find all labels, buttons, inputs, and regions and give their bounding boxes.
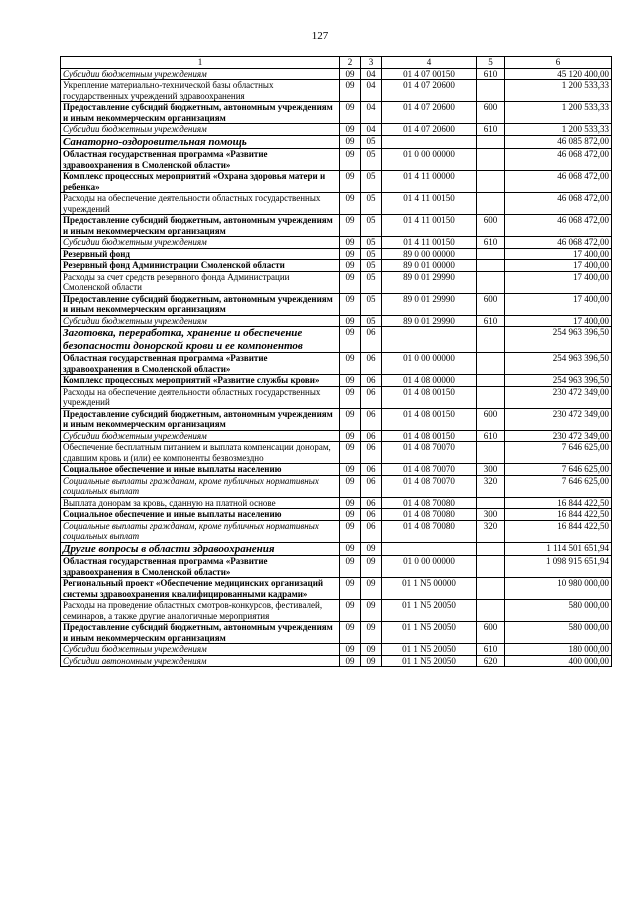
section-code-cell: 09: [340, 408, 361, 430]
amount-cell: 1 114 501 651,94: [505, 542, 612, 556]
table-row: [61, 193, 612, 215]
expense-type-cell: [477, 542, 505, 556]
target-article-cell: 01 1 N5 20050: [382, 644, 477, 656]
header-cell: 2: [340, 57, 361, 69]
item-name-cell: Субсидии бюджетным учреждениям: [61, 68, 340, 80]
subsection-code-cell: 05: [361, 237, 382, 249]
section-code-cell: 09: [340, 80, 361, 102]
section-code-cell: 09: [340, 386, 361, 408]
amount-cell: 230 472 349,00: [505, 386, 612, 408]
table-row: [61, 124, 612, 136]
target-article-cell: 89 0 01 29990: [382, 293, 477, 315]
expense-type-cell: 620: [477, 655, 505, 667]
section-code-cell: 09: [340, 248, 361, 260]
amount-cell: 230 472 349,00: [505, 408, 612, 430]
amount-cell: 1 098 915 651,94: [505, 556, 612, 578]
amount-cell: 16 844 422,50: [505, 520, 612, 542]
target-article-cell: [382, 542, 477, 556]
page-number: 127: [311, 30, 329, 42]
target-article-cell: 01 4 08 00150: [382, 386, 477, 408]
subsection-code-cell: 04: [361, 80, 382, 102]
item-name-cell: Предоставление субсидий бюджетным, автономным учреждениям и иным некоммерческим организациям: [61, 215, 340, 237]
section-code-cell: 09: [340, 327, 361, 353]
item-name-cell: Резервный фонд Администрации Смоленской области: [61, 260, 340, 272]
header-cell: 6: [505, 57, 612, 69]
item-name-cell: Социальные выплаты гражданам, кроме публичных нормативных социальных выплат: [61, 520, 340, 542]
table-row: [61, 542, 612, 556]
amount-cell: 7 646 625,00: [505, 464, 612, 476]
item-name-cell: Субсидии бюджетным учреждениям: [61, 644, 340, 656]
expense-type-cell: 320: [477, 475, 505, 497]
expense-type-cell: 320: [477, 520, 505, 542]
expense-type-cell: 610: [477, 237, 505, 249]
table-row: [61, 135, 612, 149]
expense-type-cell: [477, 327, 505, 353]
section-code-cell: 09: [340, 215, 361, 237]
amount-cell: 46 068 472,00: [505, 149, 612, 171]
item-name-cell: Социальное обеспечение и иные выплаты населению: [61, 464, 340, 476]
item-name-cell: Предоставление субсидий бюджетным, автономным учреждениям и иным некоммерческим организациям: [61, 622, 340, 644]
subsection-code-cell: 09: [361, 578, 382, 600]
expense-type-cell: 610: [477, 644, 505, 656]
table-row: [61, 293, 612, 315]
item-name-cell: Предоставление субсидий бюджетным, автономным учреждениям и иным некоммерческим организациям: [61, 408, 340, 430]
table-row: [61, 464, 612, 476]
section-code-cell: 09: [340, 475, 361, 497]
subsection-code-cell: 06: [361, 442, 382, 464]
item-name-cell: Субсидии бюджетным учреждениям: [61, 124, 340, 136]
item-name-cell: Предоставление субсидий бюджетным, автономным учреждениям и иным некоммерческим организациям: [61, 293, 340, 315]
target-article-cell: 01 1 N5 00000: [382, 578, 477, 600]
expense-type-cell: 610: [477, 430, 505, 442]
section-code-cell: 09: [340, 193, 361, 215]
subsection-code-cell: 05: [361, 315, 382, 327]
table-row: [61, 442, 612, 464]
target-article-cell: 01 4 07 20600: [382, 80, 477, 102]
table-row: [61, 509, 612, 521]
table-row: [61, 315, 612, 327]
section-code-cell: 09: [340, 542, 361, 556]
expense-type-cell: [477, 149, 505, 171]
item-name-cell: Областная государственная программа «Развитие здравоохранения в Смоленской области»: [61, 556, 340, 578]
target-article-cell: 01 4 11 00000: [382, 171, 477, 193]
section-code-cell: 09: [340, 600, 361, 622]
amount-cell: 7 646 625,00: [505, 442, 612, 464]
amount-cell: 254 963 396,50: [505, 375, 612, 387]
subsection-code-cell: 05: [361, 171, 382, 193]
target-article-cell: 89 0 01 00000: [382, 260, 477, 272]
item-name-cell: Обеспечение бесплатным питанием и выплата компенсации донорам, сдавшим кровь и (или) ее компоненты безвозмездно: [61, 442, 340, 464]
amount-cell: 180 000,00: [505, 644, 612, 656]
amount-cell: 17 400,00: [505, 260, 612, 272]
section-code-cell: 09: [340, 353, 361, 375]
expense-type-cell: 300: [477, 509, 505, 521]
expense-type-cell: [477, 80, 505, 102]
amount-cell: 46 068 472,00: [505, 237, 612, 249]
expense-type-cell: [477, 260, 505, 272]
item-name-cell: Субсидии бюджетным учреждениям: [61, 430, 340, 442]
target-article-cell: 01 1 N5 20050: [382, 655, 477, 667]
amount-cell: 17 400,00: [505, 293, 612, 315]
amount-cell: 16 844 422,50: [505, 497, 612, 509]
item-name-cell: Заготовка, переработка, хранение и обеспечение безопасности донорской крови и ее компонентов: [61, 327, 340, 353]
table-row: [61, 655, 612, 667]
subsection-code-cell: 05: [361, 260, 382, 272]
table-header-row: [61, 57, 612, 69]
table-row: [61, 327, 612, 353]
subsection-code-cell: 09: [361, 655, 382, 667]
subsection-code-cell: 05: [361, 248, 382, 260]
target-article-cell: 01 1 N5 20050: [382, 600, 477, 622]
section-code-cell: 09: [340, 520, 361, 542]
expense-type-cell: [477, 556, 505, 578]
amount-cell: 254 963 396,50: [505, 353, 612, 375]
target-article-cell: 01 0 00 00000: [382, 149, 477, 171]
item-name-cell: Расходы на обеспечение деятельности областных государственных учреждений: [61, 386, 340, 408]
subsection-code-cell: 06: [361, 327, 382, 353]
amount-cell: 1 200 533,33: [505, 124, 612, 136]
target-article-cell: 01 4 07 20600: [382, 124, 477, 136]
target-article-cell: 01 4 08 00000: [382, 375, 477, 387]
subsection-code-cell: 06: [361, 475, 382, 497]
subsection-code-cell: 05: [361, 193, 382, 215]
expense-type-cell: [477, 193, 505, 215]
expense-type-cell: 600: [477, 408, 505, 430]
section-code-cell: 09: [340, 171, 361, 193]
target-article-cell: 01 4 08 70080: [382, 509, 477, 521]
expense-type-cell: [477, 600, 505, 622]
section-code-cell: 09: [340, 655, 361, 667]
target-article-cell: 01 4 07 00150: [382, 68, 477, 80]
table-row: [61, 430, 612, 442]
target-article-cell: 01 4 08 70070: [382, 464, 477, 476]
expense-type-cell: [477, 353, 505, 375]
target-article-cell: [382, 135, 477, 149]
expense-type-cell: [477, 171, 505, 193]
target-article-cell: 01 4 11 00150: [382, 237, 477, 249]
table-row: [61, 475, 612, 497]
item-name-cell: Субсидии бюджетным учреждениям: [61, 315, 340, 327]
amount-cell: 46 068 472,00: [505, 215, 612, 237]
target-article-cell: 89 0 01 29990: [382, 315, 477, 327]
table-row: [61, 353, 612, 375]
header-cell: 1: [61, 57, 340, 69]
amount-cell: 7 646 625,00: [505, 475, 612, 497]
amount-cell: 17 400,00: [505, 271, 612, 293]
item-name-cell: Расходы за счет средств резервного фонда Администрации Смоленской области: [61, 271, 340, 293]
subsection-code-cell: 09: [361, 622, 382, 644]
table-row: [61, 497, 612, 509]
expense-type-cell: 610: [477, 315, 505, 327]
item-name-cell: Выплата донорам за кровь, сданную на платной основе: [61, 497, 340, 509]
section-code-cell: 09: [340, 102, 361, 124]
subsection-code-cell: 09: [361, 600, 382, 622]
target-article-cell: [382, 327, 477, 353]
expense-type-cell: 610: [477, 68, 505, 80]
item-name-cell: Укрепление материально-технической базы областных государственных учреждений здравоохранения: [61, 80, 340, 102]
budget-table-body: [61, 57, 612, 667]
section-code-cell: 09: [340, 375, 361, 387]
table-row: [61, 80, 612, 102]
amount-cell: 1 200 533,33: [505, 80, 612, 102]
target-article-cell: 01 4 08 00150: [382, 408, 477, 430]
expense-type-cell: 610: [477, 124, 505, 136]
amount-cell: 17 400,00: [505, 315, 612, 327]
item-name-cell: Региональный проект «Обеспечение медицинских организаций системы здравоохранения квалифицированными кадрами»: [61, 578, 340, 600]
expense-type-cell: 300: [477, 464, 505, 476]
target-article-cell: 01 4 07 20600: [382, 102, 477, 124]
section-code-cell: 09: [340, 430, 361, 442]
item-name-cell: Субсидии автономным учреждениям: [61, 655, 340, 667]
section-code-cell: 09: [340, 509, 361, 521]
target-article-cell: 01 4 08 00150: [382, 430, 477, 442]
expense-type-cell: [477, 135, 505, 149]
table-row: [61, 248, 612, 260]
target-article-cell: 01 1 N5 20050: [382, 622, 477, 644]
subsection-code-cell: 09: [361, 542, 382, 556]
amount-cell: 46 068 472,00: [505, 193, 612, 215]
target-article-cell: 01 4 08 70070: [382, 442, 477, 464]
subsection-code-cell: 05: [361, 135, 382, 149]
expense-type-cell: [477, 497, 505, 509]
expense-type-cell: 600: [477, 102, 505, 124]
table-row: [61, 644, 612, 656]
subsection-code-cell: 06: [361, 408, 382, 430]
amount-cell: 580 000,00: [505, 600, 612, 622]
amount-cell: 400 000,00: [505, 655, 612, 667]
table-row: [61, 578, 612, 600]
amount-cell: 10 980 000,00: [505, 578, 612, 600]
subsection-code-cell: 06: [361, 386, 382, 408]
target-article-cell: 01 4 08 70070: [382, 475, 477, 497]
subsection-code-cell: 06: [361, 464, 382, 476]
item-name-cell: Субсидии бюджетным учреждениям: [61, 237, 340, 249]
section-code-cell: 09: [340, 578, 361, 600]
expense-type-cell: 600: [477, 293, 505, 315]
table-row: [61, 600, 612, 622]
table-row: [61, 375, 612, 387]
section-code-cell: 09: [340, 497, 361, 509]
expense-type-cell: 600: [477, 215, 505, 237]
expense-type-cell: [477, 248, 505, 260]
amount-cell: 230 472 349,00: [505, 430, 612, 442]
section-code-cell: 09: [340, 135, 361, 149]
expense-type-cell: [477, 578, 505, 600]
section-code-cell: 09: [340, 271, 361, 293]
expense-type-cell: [477, 375, 505, 387]
item-name-cell: Областная государственная программа «Развитие здравоохранения в Смоленской области»: [61, 353, 340, 375]
table-row: [61, 260, 612, 272]
amount-cell: 46 068 472,00: [505, 171, 612, 193]
table-row: [61, 556, 612, 578]
section-code-cell: 09: [340, 260, 361, 272]
table-row: [61, 271, 612, 293]
expense-type-cell: 600: [477, 622, 505, 644]
target-article-cell: 89 0 01 29990: [382, 271, 477, 293]
expense-type-cell: [477, 271, 505, 293]
amount-cell: 17 400,00: [505, 248, 612, 260]
header-cell: 5: [477, 57, 505, 69]
item-name-cell: Комплекс процессных мероприятий «Охрана здоровья матери и ребенка»: [61, 171, 340, 193]
table-row: [61, 68, 612, 80]
table-row: [61, 622, 612, 644]
amount-cell: 1 200 533,33: [505, 102, 612, 124]
subsection-code-cell: 06: [361, 430, 382, 442]
item-name-cell: Областная государственная программа «Развитие здравоохранения в Смоленской области»: [61, 149, 340, 171]
section-code-cell: 09: [340, 149, 361, 171]
target-article-cell: 01 0 00 00000: [382, 353, 477, 375]
subsection-code-cell: 06: [361, 497, 382, 509]
section-code-cell: 09: [340, 644, 361, 656]
section-code-cell: 09: [340, 464, 361, 476]
amount-cell: 580 000,00: [505, 622, 612, 644]
table-row: [61, 408, 612, 430]
subsection-code-cell: 06: [361, 509, 382, 521]
subsection-code-cell: 09: [361, 556, 382, 578]
target-article-cell: 01 4 11 00150: [382, 215, 477, 237]
amount-cell: 45 120 400,00: [505, 68, 612, 80]
amount-cell: 16 844 422,50: [505, 509, 612, 521]
item-name-cell: Социальные выплаты гражданам, кроме публичных нормативных социальных выплат: [61, 475, 340, 497]
item-name-cell: Резервный фонд: [61, 248, 340, 260]
subsection-code-cell: 06: [361, 353, 382, 375]
item-name-cell: Другие вопросы в области здравоохранения: [61, 542, 340, 556]
section-code-cell: 09: [340, 237, 361, 249]
item-name-cell: Предоставление субсидий бюджетным, автономным учреждениям и иным некоммерческим организациям: [61, 102, 340, 124]
target-article-cell: 01 0 00 00000: [382, 556, 477, 578]
table-row: [61, 237, 612, 249]
item-name-cell: Расходы на проведение областных смотров-конкурсов, фестивалей, семинаров, а также другие аналогичные мероприятия: [61, 600, 340, 622]
subsection-code-cell: 04: [361, 68, 382, 80]
subsection-code-cell: 09: [361, 644, 382, 656]
section-code-cell: 09: [340, 622, 361, 644]
subsection-code-cell: 06: [361, 520, 382, 542]
table-row: [61, 171, 612, 193]
table-row: [61, 520, 612, 542]
table-row: [61, 386, 612, 408]
section-code-cell: 09: [340, 68, 361, 80]
amount-cell: 254 963 396,50: [505, 327, 612, 353]
expense-type-cell: [477, 442, 505, 464]
target-article-cell: 01 4 11 00150: [382, 193, 477, 215]
section-code-cell: 09: [340, 315, 361, 327]
subsection-code-cell: 04: [361, 124, 382, 136]
table-row: [61, 215, 612, 237]
header-cell: 3: [361, 57, 382, 69]
subsection-code-cell: 05: [361, 293, 382, 315]
header-cell: 4: [382, 57, 477, 69]
target-article-cell: 01 4 08 70080: [382, 497, 477, 509]
item-name-cell: Социальное обеспечение и иные выплаты населению: [61, 509, 340, 521]
budget-table: [60, 56, 612, 667]
subsection-code-cell: 04: [361, 102, 382, 124]
table-row: [61, 149, 612, 171]
subsection-code-cell: 05: [361, 215, 382, 237]
subsection-code-cell: 05: [361, 271, 382, 293]
item-name-cell: Расходы на обеспечение деятельности областных государственных учреждений: [61, 193, 340, 215]
target-article-cell: 01 4 08 70080: [382, 520, 477, 542]
target-article-cell: 89 0 00 00000: [382, 248, 477, 260]
section-code-cell: 09: [340, 293, 361, 315]
amount-cell: 46 085 872,00: [505, 135, 612, 149]
table-row: [61, 102, 612, 124]
subsection-code-cell: 05: [361, 149, 382, 171]
section-code-cell: 09: [340, 442, 361, 464]
section-code-cell: 09: [340, 556, 361, 578]
item-name-cell: Комплекс процессных мероприятий «Развитие службы крови»: [61, 375, 340, 387]
item-name-cell: Санаторно-оздоровительная помощь: [61, 135, 340, 149]
section-code-cell: 09: [340, 124, 361, 136]
expense-type-cell: [477, 386, 505, 408]
subsection-code-cell: 06: [361, 375, 382, 387]
